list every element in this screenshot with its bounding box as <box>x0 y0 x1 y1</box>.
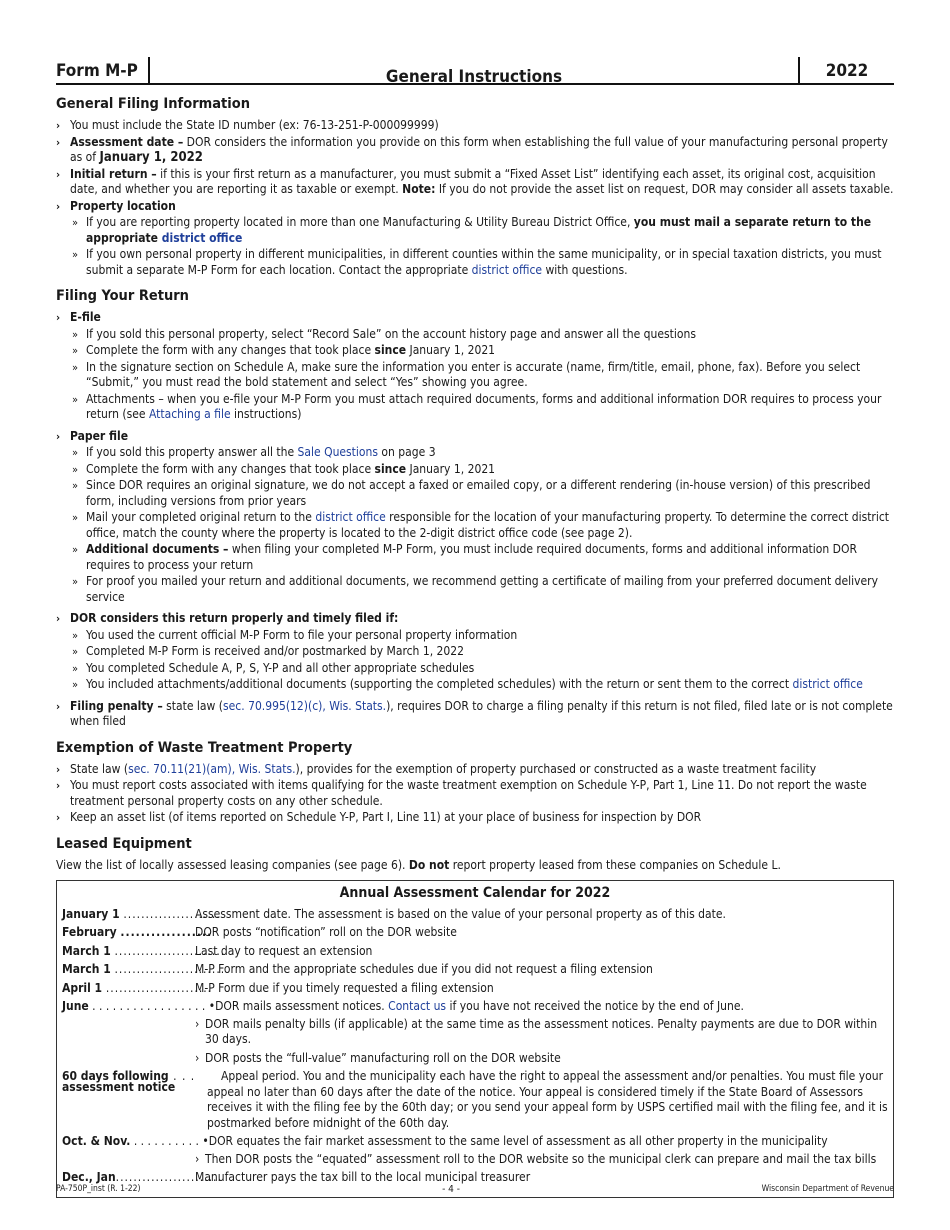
list-item <box>56 310 894 423</box>
agency-name: Wisconsin Department of Revenue <box>761 1184 894 1194</box>
sub-item <box>56 542 894 573</box>
date-label: January 1 <box>62 906 120 921</box>
item-text: Completed M-P Form is received and/or postmarked by March 1, 2022 <box>86 644 465 658</box>
item-bold: Do not <box>408 857 450 872</box>
waste-heading: Exemption of Waste Treatment Property <box>56 739 353 756</box>
item-text: January 1, 2021 <box>406 461 496 476</box>
item-text: DOR considers the information you provide on this form when establishing the full value of your manufacturing personal property as of <box>70 134 888 164</box>
item-label: Initial return – <box>70 166 157 181</box>
date-label: assessment notice <box>62 1080 176 1094</box>
calendar-desc: Then DOR posts the “equated” assessment roll to the DOR website so the municipal clerk can prepare and mail the tax bills <box>205 1151 877 1166</box>
leader-dots: .................. <box>120 925 213 939</box>
calendar-desc: M-P Form due if you timely requested a filing extension <box>195 980 494 995</box>
calendar-date <box>62 925 213 941</box>
calendar-subrow <box>62 1152 888 1168</box>
list-item <box>56 810 894 826</box>
calendar-row <box>62 925 888 941</box>
calendar-row <box>62 962 888 978</box>
calendar-desc: Manufacturer pays the tax bill to the local municipal treasurer <box>195 1170 531 1184</box>
list-item <box>56 135 894 166</box>
page-title: General Instructions <box>385 66 563 87</box>
sub-item <box>56 215 894 246</box>
calendar-row <box>62 907 888 923</box>
list-item <box>56 778 894 809</box>
sub-item <box>56 661 894 677</box>
sub-list <box>70 215 894 278</box>
item-label: Property location <box>70 198 176 213</box>
waste-list <box>56 762 894 826</box>
item-text: if you have not received the notice by the end of June. <box>446 999 744 1013</box>
leader-dots: . . . . . . . . . . • <box>130 1134 209 1148</box>
calendar-desc <box>215 999 888 1015</box>
item-text: Attachments – when you e-file your M-P Form you must attach required documents, forms and additional information DOR requires to process your return (see <box>86 391 882 421</box>
calendar-desc: Last day to request an extension <box>195 943 373 958</box>
item-text: You included attachments/additional documents (supporting the completed schedules) with the return or sent them to the correct <box>86 677 793 691</box>
item-label: DOR considers this return properly and timely filed if: <box>70 611 399 625</box>
calendar-subrow <box>62 1051 888 1067</box>
page-footer <box>56 1182 894 1198</box>
list-item <box>56 118 894 134</box>
date-label: March 1 <box>62 962 111 976</box>
item-bold: since <box>374 461 407 476</box>
item-text: when filing your completed M-P Form, you must include required documents, forms and additional information DOR requires to process your return <box>86 542 857 572</box>
calendar-row <box>62 1069 888 1131</box>
leader-dots: ...................... <box>123 906 221 921</box>
date-label: March 1 <box>62 943 111 958</box>
calendar-date <box>62 1134 209 1150</box>
bullet-icon: › <box>195 1050 200 1065</box>
item-text: View the list of locally assessed leasing companies (see page 6). <box>56 857 409 872</box>
item-note: Note: <box>402 182 436 196</box>
sub-item <box>56 510 894 541</box>
item-text: with questions. <box>542 262 628 277</box>
sub-item <box>56 327 894 343</box>
item-text: For proof you mailed your return and additional documents, we recommend getting a certificate of mailing from your preferred document delivery service <box>86 574 878 604</box>
item-date: January 1, 2022 <box>99 150 203 165</box>
list-item <box>56 699 894 730</box>
calendar-date <box>62 943 226 960</box>
leader-dots: . . . <box>168 1069 196 1083</box>
sub-item <box>56 343 894 359</box>
date-label: Dec., Jan <box>62 1170 116 1184</box>
item-text: Complete the form with any changes that took place <box>86 461 375 476</box>
sub-item <box>56 478 894 509</box>
calendar-row <box>62 944 888 960</box>
general-heading: General Filing Information <box>56 96 250 112</box>
district-office-link[interactable]: district office <box>161 230 243 245</box>
item-text: Complete the form with any changes that took place <box>86 343 375 357</box>
item-text: You must include the State ID number (ex: 76-13-251-P-000099999) <box>70 118 439 132</box>
general-list <box>56 118 894 278</box>
item-text: report property leased from these companies on Schedule L. <box>449 857 781 872</box>
date-label: Oct. & Nov. <box>62 1134 131 1148</box>
list-item <box>56 199 894 279</box>
filing-list <box>56 310 894 730</box>
calendar-desc: DOR posts the “full-value” manufacturing roll on the DOR website <box>205 1050 561 1065</box>
form-year: 2022 <box>825 60 869 81</box>
item-label: Paper file <box>70 428 129 443</box>
item-label: Additional documents – <box>86 542 229 556</box>
calendar-desc: Appeal period. You and the municipality each have the right to appeal the assessment and/or penalties. You must file your appeal no later than 60 days after the date of the notice. Your appeal is considered timely if the State Board of Assessors receives it with the filing fee by the 60th day; or you send your appeal form by USPS certified mail with the filing fee, and it is postmarked before midnight of the 60th day. <box>207 1069 888 1130</box>
calendar-desc: DOR equates the fair market assessment to the same level of assessment as all other property in the municipality <box>208 1134 828 1148</box>
list-item <box>56 429 894 606</box>
sub-item <box>56 247 894 278</box>
date-label: February <box>62 925 117 939</box>
calendar-date <box>62 999 215 1015</box>
leader-dots: ........................ <box>105 980 213 995</box>
date-label: April 1 <box>62 980 103 995</box>
item-text: January 1, 2021 <box>406 343 496 357</box>
filing-heading: Filing Your Return <box>56 288 189 304</box>
item-label: Filing penalty – <box>70 698 163 713</box>
item-label: Assessment date – <box>70 134 184 149</box>
calendar-desc: M-P Form and the appropriate schedules due if you did not request a filing extension <box>195 962 653 976</box>
leader-dots: ......................... <box>114 943 226 958</box>
calendar-desc: DOR mails penalty bills (if applicable) at the same time as the assessment notices. Penalty payments are due to DOR within 30 days. <box>205 1016 878 1046</box>
item-text: on page 3 <box>378 445 436 459</box>
district-office-link[interactable]: district office <box>792 677 863 691</box>
district-office-link[interactable]: district office <box>315 510 386 524</box>
item-text: If you do not provide the asset list on request, DOR may consider all assets taxable. <box>435 182 894 196</box>
calendar-row <box>62 999 888 1015</box>
sub-item <box>56 644 894 660</box>
item-text: instructions) <box>230 407 302 421</box>
leader-dots: ........................ <box>115 1170 222 1184</box>
form-code: PA-750P_inst (R. 1-22) <box>56 1184 141 1194</box>
item-text: You must report costs associated with items qualifying for the waste treatment exemption on Schedule Y-P, Part 1, Line 11. Do not report the waste treatment personal property costs on any other schedule. <box>70 778 867 808</box>
list-item <box>56 762 894 778</box>
calendar-subrow <box>62 1017 888 1048</box>
item-text: State law ( <box>70 761 129 776</box>
sub-list <box>70 445 894 605</box>
sub-item <box>56 677 894 693</box>
assessment-calendar <box>56 880 894 1198</box>
item-text: DOR mails assessment notices. <box>215 999 389 1013</box>
bullet-icon: › <box>195 1016 200 1031</box>
date-label: June <box>62 999 89 1013</box>
page-number: - 4 - <box>442 1184 461 1195</box>
calendar-date <box>62 962 226 978</box>
leader-dots: ......................... <box>114 962 226 976</box>
leased-heading: Leased Equipment <box>56 835 192 852</box>
item-text: ), provides for the exemption of property purchased or constructed as a waste treatment facility <box>295 761 817 776</box>
calendar-title: Annual Assessment Calendar for 2022 <box>339 885 611 901</box>
sub-item <box>56 462 894 478</box>
item-text: Mail your completed original return to the <box>86 510 316 524</box>
item-text: responsible for the location of your manufacturing property. To determine the correct district office, match the county where the property is located to the 2-digit district office code (see page 2). <box>86 510 890 540</box>
statute-link[interactable]: sec. 70.995(12)(c), Wis. Stats. <box>223 698 387 713</box>
attaching-file-link[interactable]: Attaching a file <box>148 407 231 421</box>
form-number: Form M-P <box>56 60 138 81</box>
sub-item <box>56 628 894 644</box>
item-text: Since DOR requires an original signature, we do not accept a faxed or emailed copy, or a different rendering (in-house version) of this prescribed form, including versions from prior years <box>86 478 871 508</box>
calendar-desc: DOR posts “notification” roll on the DOR website <box>195 925 457 939</box>
item-text: state law ( <box>162 698 224 713</box>
calendar-date <box>62 1069 195 1131</box>
item-text: You completed Schedule A, P, S, Y-P and all other appropriate schedules <box>86 660 475 675</box>
item-text: If you own personal property in different municipalities, in different counties within the same municipality, or in special taxation districts, you must submit a separate M-P Form for each location. Contact the appropriate <box>86 247 882 277</box>
sub-item <box>56 574 894 605</box>
item-text: Keep an asset list (of items reported on Schedule Y-P, Part I, Line 11) at your place of business for inspection by DOR <box>70 810 702 824</box>
item-bold: you must mail a separate return to the appropriate <box>86 215 872 245</box>
calendar-row <box>62 1134 888 1150</box>
contact-us-link[interactable]: Contact us <box>388 999 447 1013</box>
form-header <box>56 55 894 85</box>
date-label: 60 days following <box>62 1069 169 1083</box>
page <box>56 55 894 1198</box>
bullet-icon: › <box>195 1151 200 1166</box>
calendar-date <box>62 906 221 923</box>
calendar-date <box>62 980 213 997</box>
item-label: E-file <box>70 310 101 324</box>
sub-item <box>56 392 894 423</box>
item-text: If you are reporting property located in more than one Manufacturing & Utility Bureau District Office, <box>86 215 634 229</box>
item-text: If you sold this property answer all the <box>86 445 298 459</box>
item-text: if this is your first return as a manufacturer, you must submit a “Fixed Asset List” identifying each asset, its original cost, acquisition date, and whether you are reporting it as taxable or exempt. <box>70 166 876 196</box>
item-text: If you sold this personal property, select “Record Sale” on the account history page and answer all the questions <box>86 326 696 341</box>
sub-list <box>70 327 894 423</box>
item-text: You used the current official M-P Form to file your personal property information <box>86 627 518 642</box>
sub-item <box>56 445 894 461</box>
item-bold: since <box>374 343 407 357</box>
statute-link[interactable]: sec. 70.11(21)(am), Wis. Stats. <box>128 761 296 776</box>
calendar-desc: Assessment date. The assessment is based on the value of your personal property as of this date. <box>195 906 726 921</box>
list-item <box>56 167 894 198</box>
sale-questions-link[interactable]: Sale Questions <box>297 445 378 459</box>
item-text: ), requires DOR to charge a filing penalty if this return is not filed, filed late or is not complete when filed <box>70 698 893 728</box>
list-item <box>56 611 894 693</box>
calendar-row <box>62 981 888 997</box>
leased-text <box>56 858 894 874</box>
sub-item <box>56 360 894 391</box>
leader-dots: . . . . . . . . . . . . . . . . . • <box>88 999 216 1013</box>
sub-list <box>70 628 894 693</box>
item-text: In the signature section on Schedule A, make sure the information you enter is accurate (name, firm/title, email, phone, fax). Before you select “Submit,” you must read the bold statement and select “Yes” showing you agree. <box>86 359 861 389</box>
district-office-link[interactable]: district office <box>471 262 543 277</box>
